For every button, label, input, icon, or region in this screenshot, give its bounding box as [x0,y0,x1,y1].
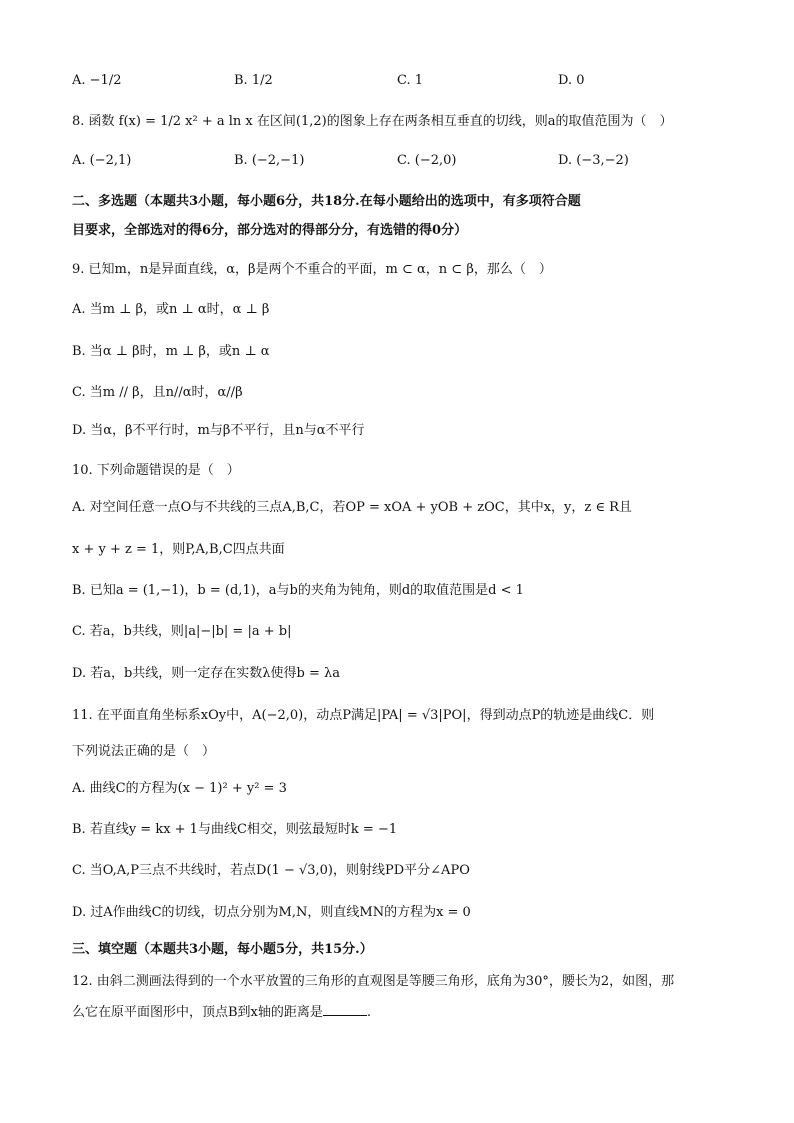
q9-stem: 9. 已知m，n是异面直线，α，β是两个不重合的平面，m ⊂ α，n ⊂ β，那么（ ） [72,262,552,277]
q9-option-b: B. 当α ⊥ β时，m ⊥ β，或n ⊥ α [72,344,270,359]
q11-option-d: D. 过A作曲线C的切线，切点分别为M,N，则直线MN的方程为x = 0 [72,905,471,920]
section-2-heading-line2: 目要求，全部选对的得6分，部分选对的得部分分，有选错的得0分） [72,223,468,238]
q12-answer-blank [323,1003,367,1016]
q9-option-c: C. 当m // β，且n//α时，α//β [72,385,243,400]
section-2-heading-line1: 二、多选题（本题共3小题，每小题6分，共18分.在每小题给出的选项中，有多项符合题 [72,194,581,209]
q8-option-b: B. (−2,−1) [234,153,305,168]
q7-option-b: B. 1/2 [234,73,273,88]
q12-line2 [72,1003,371,1022]
q11-stem-line1: 11. 在平面直角坐标系xOy中，A(−2,0)，动点P满足|PA| = √3|PO|，得到动点P的轨迹是曲线C．则 [72,708,655,723]
q10-option-a-continued: x + y + z = 1，则P,A,B,C四点共面 [72,542,285,557]
q9-option-a: A. 当m ⊥ β，或n ⊥ α时，α ⊥ β [72,302,270,317]
q11-option-b: B. 若直线y = kx + 1与曲线C相交，则弦最短时k = −1 [72,822,398,837]
q10-option-d: D. 若a，b共线，则一定存在实数λ使得b = λa [72,666,341,681]
q10-option-c: C. 若a，b共线，则|a|−|b| = |a + b| [72,624,292,639]
q10-option-b: B. 已知a = (1,−1)，b = (d,1)，a与b的夹角为钝角，则d的取值范围是d < 1 [72,583,524,598]
q10-option-a: A. 对空间任意一点O与不共线的三点A,B,C，若OP = xOA + yOB + zOC，其中x，y，z ∈ R且 [72,500,632,515]
q7-option-a: A. −1/2 [72,73,122,88]
q8-option-c: C. (−2,0) [397,153,457,168]
q11-option-c: C. 当O,A,P三点不共线时，若点D(1 − √3,0)，则射线PD平分∠APO [72,863,470,878]
q12-line1: 12. 由斜二测画法得到的一个水平放置的三角形的直观图是等腰三角形，底角为30°，腰长为2，如图，那 [72,974,675,989]
q10-stem: 10. 下列命题错误的是（ ） [72,463,240,478]
q9-option-d: D. 当α，β不平行时，m与β不平行，且n与α不平行 [72,423,365,438]
q12-line2-end: . [366,1005,372,1020]
q11-option-a: A. 曲线C的方程为(x − 1)² + y² = 3 [72,781,287,796]
q8-option-d: D. (−3,−2) [558,153,629,168]
q8-stem: 8. 函数 f(x) = 1/2 x² + a ln x 在区间(1,2)的图象上存在两条相互垂直的切线，则a的取值范围为（ ） [72,114,673,129]
q12-line2-text: 么它在原平面图形中，顶点B到x轴的距离是 [72,1005,323,1020]
q11-stem-line2: 下列说法正确的是（ ） [72,744,216,759]
q7-option-c: C. 1 [397,73,424,88]
q8-option-a: A. (−2,1) [72,153,132,168]
section-3-heading: 三、填空题（本题共3小题，每小题5分，共15分.） [72,942,373,957]
q7-option-d: D. 0 [558,73,585,88]
